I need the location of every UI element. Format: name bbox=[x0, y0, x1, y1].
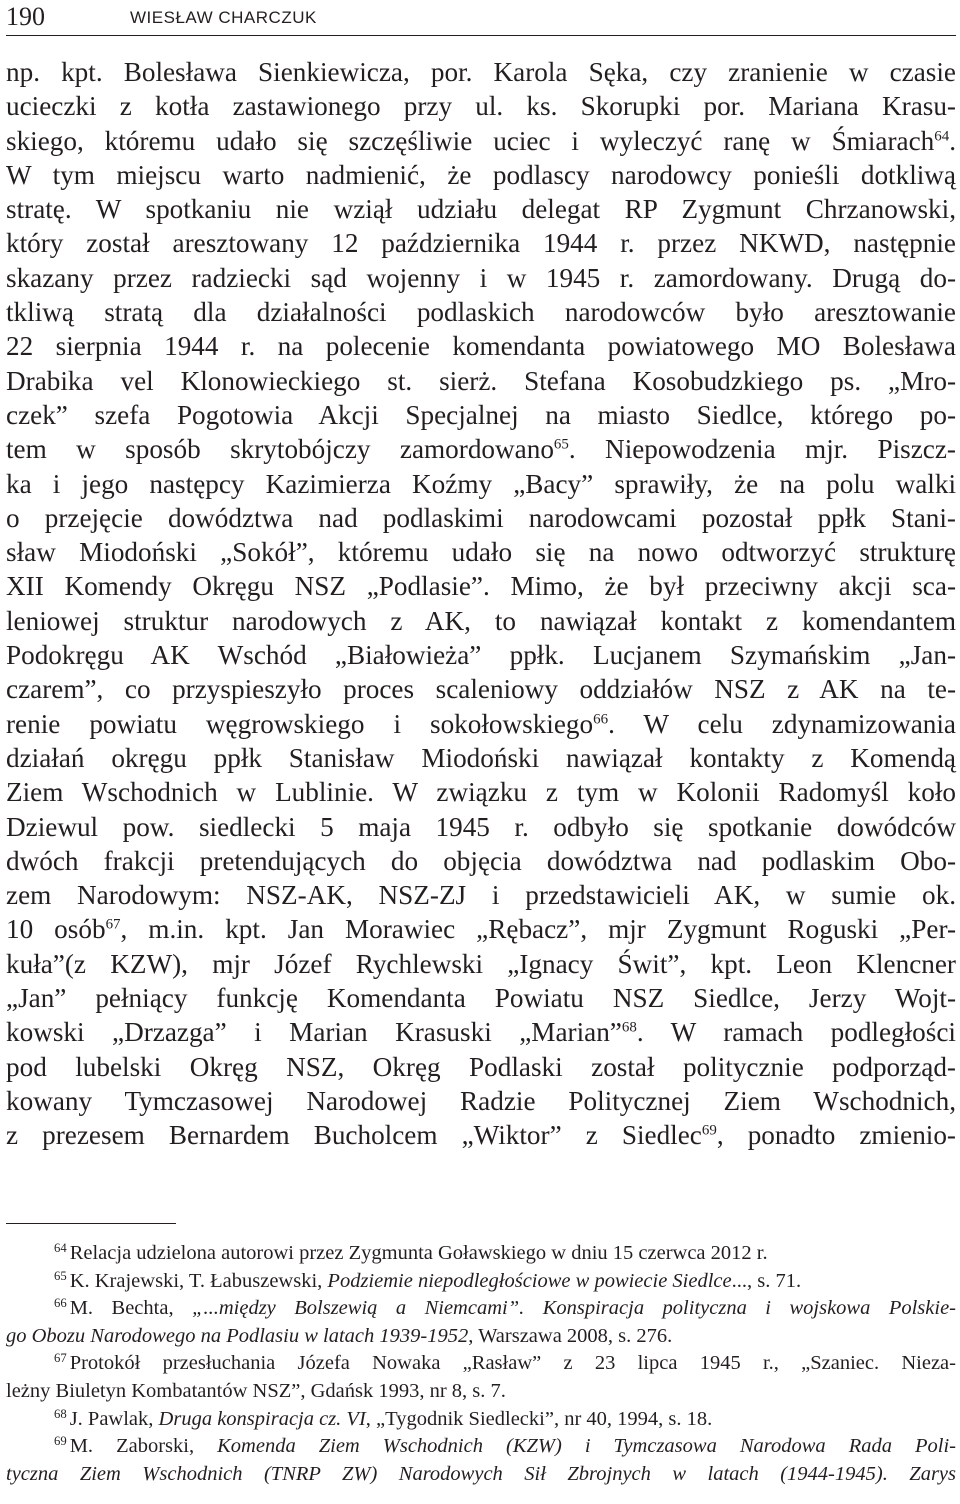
footnote-69: $^{69}$ M. Zaborski, Komenda Ziem Wschodnich (KZW) i Tymczasowa Narodowa Rada Poli- tyczna Ziem Wschodnich (TNRP ZW) Narodowych Sił Zbrojnych w latach (1944-1945). Zarys bbox=[6, 1434, 956, 1485]
body-line: stratę. W spotkaniu nie wziął udziału delegat RP Zygmunt Chrzanowski, bbox=[6, 194, 956, 225]
footnote-text: Relacja udzielona autorowi przez Zygmunta Goławskiego w dniu 15 czerwca 2012 r. bbox=[69, 1242, 768, 1264]
page-number: 190 bbox=[6, 2, 45, 31]
body-line: kuła”(z KZW), mjr Józef Rychlewski „Ignacy Świt”, kpt. Leon Klencner bbox=[6, 948, 956, 979]
page-header bbox=[6, 2, 954, 32]
body-line: pod lubelski Okręg NSZ, Okręg Podlaski został politycznie podporząd- bbox=[6, 1051, 956, 1082]
body-line: leniowej struktur narodowych z AK, to nawiązał kontakt z komendantem bbox=[6, 605, 956, 636]
body-line: który został aresztowany 12 października 1944 r. przez NKWD, następnie bbox=[6, 228, 956, 259]
body-line: o przejęcie dowództwa nad podlaskimi narodowcami pozostał ppłk Stani- bbox=[6, 502, 956, 533]
body-line: sław Miodoński „Sokół”, któremu udało się na nowo odtworzyć strukturę bbox=[6, 537, 956, 568]
body-line: tkliwą stratą dla działalności podlaskich narodowców było aresztowanie bbox=[6, 297, 956, 328]
footnote-ref-66: 66 bbox=[593, 710, 609, 727]
footnote-65: $^{65}$ K. Krajewski, T. Łabuszewski, Podziemie niepodległościowe w powiecie Siedlce..., s. 71. bbox=[54, 1268, 802, 1292]
footnote-68: $^{68}$ J. Pawlak, Druga konspiracja cz. VI, „Tygodnik Siedlecki”, nr 40, 1994, s. 18. bbox=[54, 1406, 713, 1430]
footnote-separator bbox=[6, 1223, 176, 1224]
body-line: renie powiatu węgrowskiego i sokołowskiego$^{66}$. W celu zdynamizowania bbox=[6, 708, 956, 739]
footnote-citation-title-cont: go Obozu Narodowego na Podlasiu w latach 1939-1952 bbox=[6, 1324, 469, 1347]
body-line: W tym miejscu warto nadmienić, że podlascy narodowcy ponieśli dotkliwą bbox=[6, 159, 956, 190]
body-line: skazany przez radziecki sąd wojenny i w 1945 r. zamordowany. Drugą do- bbox=[6, 262, 956, 293]
footnote-number: 69 bbox=[54, 1434, 67, 1449]
header-rule bbox=[6, 35, 956, 36]
footnote-number: 66 bbox=[54, 1296, 67, 1311]
body-line: np. kpt. Bolesława Sienkiewicza, por. Karola Sęka, czy zranienie w czasie bbox=[6, 57, 956, 87]
body-line: ucieczki z kotła zastawionego przy ul. ks. Skorupki por. Mariana Krasu- bbox=[6, 91, 956, 122]
footnote-ref-64: 64 bbox=[934, 127, 950, 144]
footnote-citation-title: Komenda Ziem Wschodnich (KZW) i Tymczasowa Narodowa Rada Poli- bbox=[217, 1435, 956, 1458]
body-line: „Jan” pełniący funkcję Komendanta Powiatu NSZ Siedlce, Jerzy Wojt- bbox=[6, 983, 956, 1014]
body-line: skiego, któremu udało się szczęśliwie uciec i wyleczyć ranę w Śmiarach$^{64}$. bbox=[6, 125, 956, 156]
body-line: dwóch frakcji pretendujących do objęcia dowództwa nad podlaskim Obo- bbox=[6, 845, 956, 876]
footnotes bbox=[6, 1240, 956, 1488]
body-line: Ziem Wschodnich w Lublinie. W związku z tym w Kolonii Radomyśl koło bbox=[6, 777, 956, 808]
body-line: czek” szefa Pogotowia Akcji Specjalnej na miasto Siedlce, którego po- bbox=[6, 399, 956, 430]
body-line: kowski „Drzazga” i Marian Krasuski „Marian”$^{68}$. W ramach podległości bbox=[6, 1017, 956, 1048]
body-line: ka i jego następcy Kazimierza Koźmy „Bacy” sprawiły, że na polu walki bbox=[6, 468, 956, 499]
body-line: działań okręgu ppłk Stanisław Miodoński nawiązał kontakty z Komendą bbox=[6, 742, 956, 773]
body-line: tem w sposób skrytobójczy zamordowano$^{65}$. Niepowodzenia mjr. Piszcz- bbox=[6, 434, 956, 465]
footnote-number: 65 bbox=[54, 1268, 67, 1283]
footnote-ref-69: 69 bbox=[701, 1122, 717, 1139]
body-line: z prezesem Bernardem Bucholcem „Wiktor” z Siedlec$^{69}$, ponadto zmienio- bbox=[6, 1120, 956, 1151]
body-line: 22 sierpnia 1944 r. na polecenie komendanta powiatowego MO Bolesława bbox=[6, 331, 956, 362]
body-line: Dziewul pow. siedlecki 5 maja 1945 r. odbyło się spotkanie dowódców bbox=[6, 811, 956, 842]
footnote-number: 68 bbox=[54, 1406, 67, 1421]
footnote-number: 67 bbox=[54, 1351, 67, 1366]
footnote-citation-title: Druga konspiracja cz. VI bbox=[158, 1407, 366, 1430]
body-line: Drabika vel Klonowieckiego st. sierż. Stefana Kosobudzkiego ps. „Mro- bbox=[6, 365, 956, 396]
body-line: kowany Tymczasowej Narodowej Radzie Politycznej Ziem Wschodnich, bbox=[6, 1085, 956, 1116]
body-line: Podokręgu AK Wschód „Białowieża” ppłk. Lucjanem Szymańskim „Jan- bbox=[6, 640, 956, 671]
body-line: 10 osób$^{67}$, m.in. kpt. Jan Morawiec „Rębacz”, mjr Zygmunt Roguski „Per- bbox=[6, 914, 957, 945]
body-line: zem Narodowym: NSZ-AK, NSZ-ZJ i przedstawicieli AK, w sumie ok. bbox=[6, 880, 956, 911]
footnote-citation-title: Podziemie niepodległościowe w powiecie Siedlce bbox=[327, 1269, 732, 1292]
footnote-citation-title: „...między Bolszewią a Niemcami”. Konspiracja polityczna i wojskowa Polskie- bbox=[192, 1297, 956, 1320]
footnote-citation-title-cont: tyczna Ziem Wschodnich (TNRP ZW) Narodowych Sił Zbrojnych w latach (1944-1945). Zarys bbox=[6, 1462, 956, 1485]
footnote-ref-65: 65 bbox=[553, 436, 569, 453]
footnote-64 bbox=[6, 1240, 956, 1268]
running-head-author: WIESŁAW CHARCZUK bbox=[130, 8, 317, 27]
footnote-number: 64 bbox=[54, 1241, 67, 1256]
footnote-ref-68: 68 bbox=[621, 1019, 637, 1036]
footnote-ref-67: 67 bbox=[105, 916, 121, 933]
main-body-text bbox=[6, 55, 956, 1153]
footnote-67: $^{67}$ Protokół przesłuchania Józefa Nowaka „Rasław” z 23 lipca 1945 r., „Szaniec. Nieza- leżny Biuletyn Kombatantów NSZ”, Gdańsk 1993, nr 8, s. 7. bbox=[6, 1351, 956, 1402]
body-line: czarem”, co przyspieszyło proces scaleniowy oddziałów NSZ z AK na te- bbox=[6, 674, 956, 705]
body-line: XII Komendy Okręgu NSZ „Podlasie”. Mimo, że był przeciwny akcji sca- bbox=[6, 571, 956, 602]
footnote-66: $^{66}$ M. Bechta, „...między Bolszewią a Niemcami”. Konspiracja polityczna i wojskowa Polskie- go Obozu Narodowego na Podlasiu w latach 1939-1952, Warszawa 2008, s. 276. bbox=[6, 1296, 956, 1347]
